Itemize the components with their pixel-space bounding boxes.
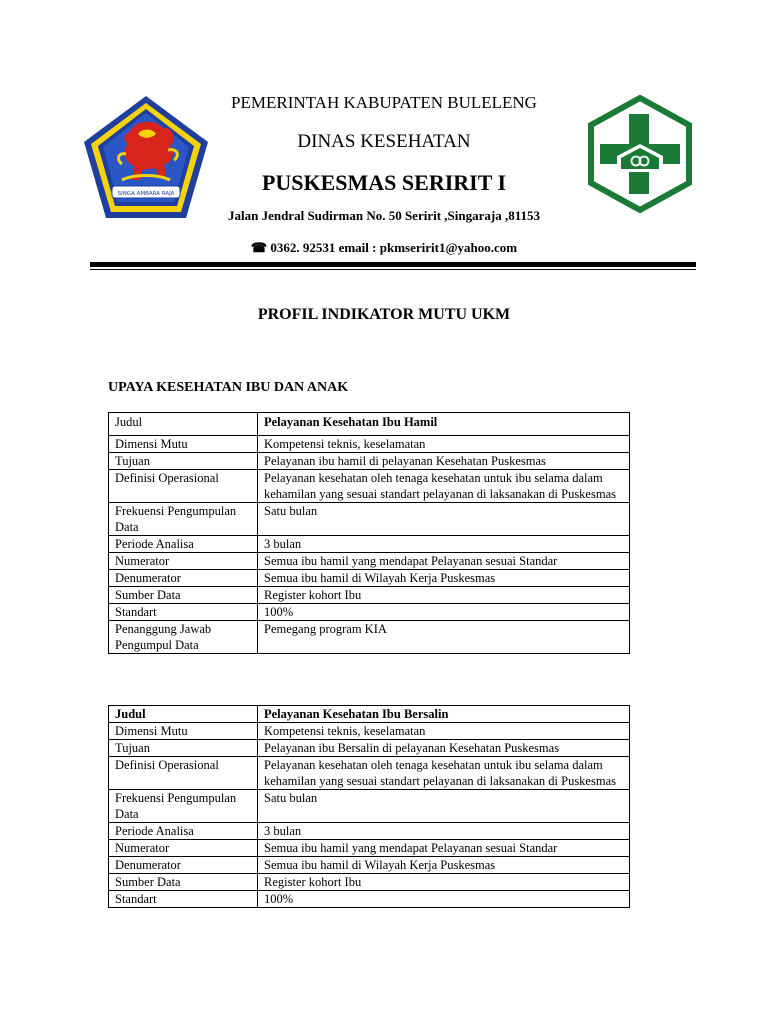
row-label: Dimensi Mutu [109,436,258,453]
indicator-table-ibu-bersalin [108,705,630,908]
document-title: PROFIL INDIKATOR MUTU UKM [257,306,511,323]
row-label: Judul [109,706,258,723]
table-row [109,470,630,503]
row-value: Pelayanan kesehatan oleh tenaga kesehatan untuk ibu selama dalam kehamilan yang sesuai standart pelayanan di laksanakan di Puskesmas [258,757,630,790]
row-label: Frekuensi Pengumpulan Data [109,503,258,536]
table-row [109,757,630,790]
row-value: Pelayanan Kesehatan Ibu Hamil [258,413,630,436]
table-row [109,723,630,740]
crest-motto: SINGA AMBARA RAJA [117,191,175,197]
row-label: Definisi Operasional [109,757,258,790]
buleleng-crest-icon [82,94,210,222]
table-row [109,553,630,570]
row-label: Penanggung Jawab Pengumpul Data [109,621,258,654]
table-row [109,587,630,604]
row-label: Dimensi Mutu [109,723,258,740]
phone-icon: ☎ [250,240,268,255]
institution-name: PUSKESMAS SERIRIT I [261,170,507,195]
row-value: 3 bulan [258,536,630,553]
row-label: Numerator [109,840,258,857]
row-value: Kompetensi teknis, keselamatan [258,723,630,740]
row-value: Pelayanan ibu Bersalin di pelayanan Kesehatan Puskesmas [258,740,630,757]
table-row [109,503,630,536]
table-row [109,740,630,757]
table-row [109,621,630,654]
table-row [109,570,630,587]
row-label: Frekuensi Pengumpulan Data [109,790,258,823]
table-row [109,840,630,857]
table-row [109,536,630,553]
row-value: 100% [258,891,630,908]
row-label: Tujuan [109,740,258,757]
row-label: Denumerator [109,570,258,587]
institution-address: Jalan Jendral Sudirman No. 50 Seririt ,Singaraja ,81153 [227,208,541,223]
government-name: PEMERINTAH KABUPATEN BULELENG [231,93,537,112]
table-row [109,874,630,891]
row-label: Denumerator [109,857,258,874]
table-row [109,857,630,874]
row-label: Standart [109,891,258,908]
row-label: Standart [109,604,258,621]
table-row [109,823,630,840]
row-value: Semua ibu hamil di Wilayah Kerja Puskesmas [258,857,630,874]
contact-text: 0362. 92531 email : pkmseririt1@yahoo.com [267,240,518,255]
row-label: Sumber Data [109,874,258,891]
row-value: Register kohort Ibu [258,587,630,604]
row-label: Sumber Data [109,587,258,604]
row-label: Periode Analisa [109,823,258,840]
contact-line [180,240,588,256]
indicator-table-ibu-hamil [108,412,630,654]
row-value: Pelayanan Kesehatan Ibu Bersalin [258,706,630,723]
row-label: Judul [109,413,258,436]
header-divider-thin [90,269,696,270]
row-value: Kompetensi teknis, keselamatan [258,436,630,453]
table-header-row [109,706,630,723]
department-name: DINAS KESEHATAN [297,131,471,152]
table-row [109,453,630,470]
section-title: UPAYA KESEHATAN IBU DAN ANAK [108,380,349,395]
table-row [109,790,630,823]
row-value: 3 bulan [258,823,630,840]
row-value: Register kohort Ibu [258,874,630,891]
row-value: Pelayanan ibu hamil di pelayanan Kesehatan Puskesmas [258,453,630,470]
row-value: Semua ibu hamil yang mendapat Pelayanan sesuai Standar [258,840,630,857]
row-value: 100% [258,604,630,621]
table-row [109,891,630,908]
row-label: Tujuan [109,453,258,470]
row-label: Numerator [109,553,258,570]
row-label: Periode Analisa [109,536,258,553]
header-divider [90,262,696,267]
row-value: Semua ibu hamil yang mendapat Pelayanan sesuai Standar [258,553,630,570]
table-row [109,436,630,453]
row-value: Semua ibu hamil di Wilayah Kerja Puskesmas [258,570,630,587]
table-header-row [109,413,630,436]
puskesmas-logo-icon [583,94,697,214]
table-row [109,604,630,621]
row-value: Pelayanan kesehatan oleh tenaga kesehatan untuk ibu selama dalam kehamilan yang sesuai standart pelayanan di laksanakan di Puskesmas [258,470,630,503]
row-label: Definisi Operasional [109,470,258,503]
row-value: Pemegang program KIA [258,621,630,654]
row-value: Satu bulan [258,790,630,823]
row-value: Satu bulan [258,503,630,536]
